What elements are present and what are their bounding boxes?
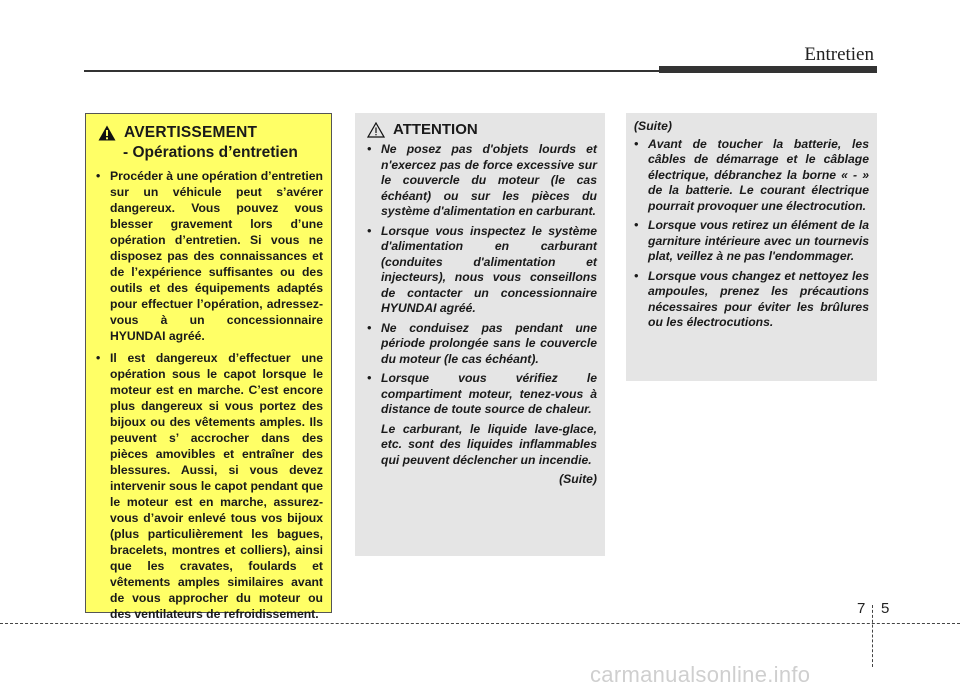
warning-subtitle: - Opérations d’entretien xyxy=(123,144,298,161)
attention-suite-label: (Suite) xyxy=(559,472,597,486)
attention-item: • Ne conduisez pas pendant une période prolongée sans le couvercle du moteur (le cas échéant). xyxy=(367,321,597,368)
attention-title: ATTENTION xyxy=(393,121,478,138)
warning-box xyxy=(85,113,332,621)
header-bar xyxy=(659,66,877,73)
warning-title: AVERTISSEMENT xyxy=(124,124,258,141)
warning-item: • Il est dangereux d’effectuer une opération sous le capot lorsque le moteur est en marche. C’est encore plus dangereux si vous portez des bijoux ou des vêtements amples. Ils peuvent s’ accrocher dans des pièces amovibles et entraîner des blessures. Aussi, si vous devez intervenir sous le capot pendant que le moteur est en marche, assurez-vous d’avoir enlevé tous vos bijoux (plus particulièrement les bagues, bracelets, montres et colliers), ainsi que les cravates, foulards et vêtements amples similaires avant de vous approcher du moteur ou des ventilateurs de refroidissement. xyxy=(96,350,323,622)
attention-list xyxy=(367,142,597,418)
continuation-box xyxy=(626,113,877,381)
attention-item: • Lorsque vous inspectez le système d'alimentation en carburant (conduites d'alimentation et injecteurs), nous vous conseillons de contacter un concessionnaire HYUNDAI agréé. xyxy=(367,224,597,317)
warning-header xyxy=(98,124,323,142)
attention-header xyxy=(367,121,597,138)
warning-item: • Procéder à une opération d’entretien sur un véhicule peut s’avérer dangereux. Vous pouvez vous blesser gravement lors d’une opération d’entretien. Si vous ne disposez pas des connaissances et de l’expérience suffisantes ou des outils et des équipements adaptés pour effectuer l’opération, adressez-vous à un concessionnaire HYUNDAI agréé. xyxy=(96,168,323,344)
continuation-list xyxy=(634,137,869,331)
page-number: 5 xyxy=(881,600,890,617)
watermark-text: carmanualsonline.info xyxy=(590,662,811,687)
caution-triangle-icon xyxy=(367,122,385,138)
page-header-title: Entretien xyxy=(804,44,874,65)
warning-triangle-icon xyxy=(98,125,116,141)
continuation-item: • Lorsque vous retirez un élément de la garniture intérieure avec un tournevis plat, veillez à ne pas l'endommager. xyxy=(634,218,869,265)
footer-dashed-divider xyxy=(872,605,873,667)
attention-item: • Lorsque vous vérifiez le compartiment moteur, tenez-vous à distance de toute source de chaleur. xyxy=(367,371,597,418)
attention-box xyxy=(355,113,605,556)
footer-dashed-rule xyxy=(0,623,960,624)
attention-item: • Ne posez pas d'objets lourds et n'exercez pas de force excessive sur le couvercle du moteur (le cas échéant) ou sur les pièces du système d'alimentation en carburant. xyxy=(367,142,597,220)
warning-list xyxy=(96,168,323,622)
chapter-number: 7 xyxy=(857,600,866,617)
attention-extra-paragraph: Le carburant, le liquide lave-glace, etc. sont des liquides inflammables qui peuvent déclencher un incendie. xyxy=(381,421,597,467)
continuation-item: • Lorsque vous changez et nettoyez les ampoules, prenez les précautions nécessaires pour éviter les brûlures ou les électrocutions. xyxy=(634,269,869,331)
continuation-suite-label: (Suite) xyxy=(634,119,672,133)
continuation-item: • Avant de toucher la batterie, les câbles de démarrage et le câblage électrique, débranchez la borne « - » de la batterie. Le courant électrique pourrait provoquer une électrocution. xyxy=(634,137,869,215)
